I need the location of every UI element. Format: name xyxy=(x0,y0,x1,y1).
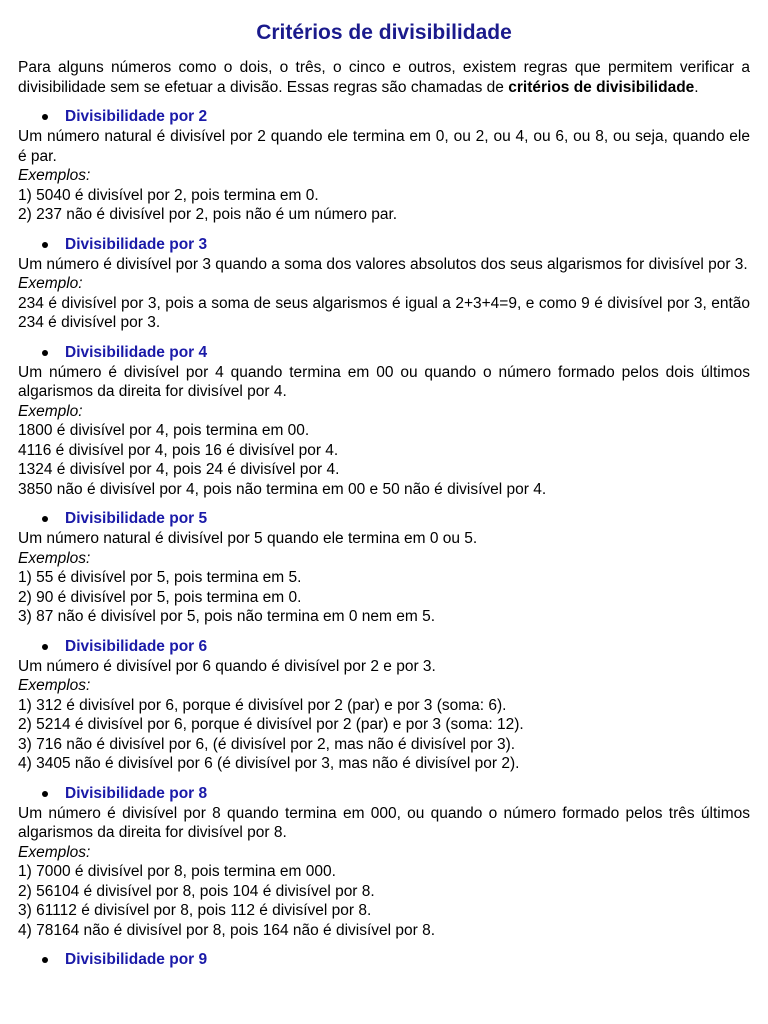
bullet-icon xyxy=(42,242,48,248)
example-line: 2) 5214 é divisível por 6, porque é divisível por 2 (par) e por 3 (soma: 12). xyxy=(18,716,524,733)
sections-container xyxy=(18,107,750,970)
section-4 xyxy=(18,509,750,627)
section-title-text: Divisibilidade por 8 xyxy=(65,784,208,802)
section-2 xyxy=(18,235,750,333)
examples-label: Exemplos: xyxy=(18,677,91,694)
section-description: Um número natural é divisível por 2 quando ele termina em 0, ou 2, ou 4, ou 6, ou 8, ou seja, quando ele é par. xyxy=(18,128,750,165)
example-line: 1) 5040 é divisível por 2, pois termina em 0. xyxy=(18,186,319,204)
section-title-text: Divisibilidade por 4 xyxy=(65,343,208,361)
section-description: Um número é divisível por 3 quando a soma dos valores absolutos dos seus algarismos for divisível por 3. xyxy=(18,255,748,273)
example-line: 3) 61112 é divisível por 8, pois 112 é divisível por 8. xyxy=(18,902,372,919)
intro-text-end: . xyxy=(694,78,699,96)
section-1 xyxy=(18,107,750,225)
section-3 xyxy=(18,343,750,500)
examples-label: Exemplos: xyxy=(18,167,91,184)
page-title: Critérios de divisibilidade xyxy=(256,21,512,44)
example-line: 1) 55 é divisível por 5, pois termina em 5. xyxy=(18,569,302,586)
section-description: Um número é divisível por 6 quando é divisível por 2 e por 3. xyxy=(18,657,436,675)
examples-label: Exemplo: xyxy=(18,402,83,420)
example-line: 1) 312 é divisível por 6, porque é divisível por 2 (par) e por 3 (soma: 6). xyxy=(18,696,507,714)
bullet-icon xyxy=(42,516,48,522)
section-title xyxy=(18,637,750,657)
example-line: 4) 78164 não é divisível por 8, pois 164 não é divisível por 8. xyxy=(18,921,436,939)
document-page xyxy=(18,0,750,970)
section-title xyxy=(18,784,750,804)
example-line: 2) 237 não é divisível por 2, pois não é um número par. xyxy=(18,206,398,223)
section-title xyxy=(18,235,750,255)
section-title-text: Divisibilidade por 6 xyxy=(65,637,208,655)
example-line: 1) 7000 é divisível por 8, pois termina em 000. xyxy=(18,863,336,880)
example-line: 4116 é divisível por 4, pois 16 é divisível por 4. xyxy=(18,441,339,459)
intro-text: Para alguns números como o dois, o três, o cinco e outros, existem regras que permitem verificar a divisibilidade sem se efetuar a divisão. Essas regras são chamadas de xyxy=(18,59,750,96)
section-title xyxy=(18,343,750,363)
examples-label: Exemplos: xyxy=(18,549,91,567)
example-line: 2) 90 é divisível por 5, pois termina em 0. xyxy=(18,588,302,606)
section-title xyxy=(18,509,750,529)
section-title xyxy=(18,950,750,970)
example-line: 1324 é divisível por 4, pois 24 é divisível por 4. xyxy=(18,461,340,478)
example-line: 4) 3405 não é divisível por 6 (é divisível por 3, mas não é divisível por 2). xyxy=(18,755,520,772)
section-title xyxy=(18,107,750,127)
section-title-text: Divisibilidade por 5 xyxy=(65,510,208,527)
bullet-icon xyxy=(42,957,48,963)
example-line: 3850 não é divisível por 4, pois não termina em 00 e 50 não é divisível por 4. xyxy=(18,480,547,498)
bullet-icon xyxy=(42,644,48,650)
section-7 xyxy=(18,950,750,970)
intro-bold-term: critérios de divisibilidade xyxy=(508,78,695,96)
section-description: Um número natural é divisível por 5 quando ele termina em 0 ou 5. xyxy=(18,530,478,547)
bullet-icon xyxy=(42,350,48,356)
section-title-text: Divisibilidade por 3 xyxy=(65,235,208,253)
examples-label: Exemplo: xyxy=(18,275,83,292)
section-5 xyxy=(18,637,750,774)
intro-paragraph xyxy=(18,58,750,97)
section-title-text: Divisibilidade por 2 xyxy=(65,108,208,125)
section-description: Um número é divisível por 4 quando termina em 00 ou quando o número formado pelos dois últimos algarismos da direita for divisível por 4. xyxy=(18,363,750,400)
bullet-icon xyxy=(42,791,48,797)
section-description: Um número é divisível por 8 quando termina em 000, ou quando o número formado pelos três últimos algarismos da direita for divisível por 8. xyxy=(18,804,750,841)
example-line: 2) 56104 é divisível por 8, pois 104 é divisível por 8. xyxy=(18,882,375,900)
example-line: 234 é divisível por 3, pois a soma de seus algarismos é igual a 2+3+4=9, e como 9 é divisível por 3, então 234 é divisível por 3. xyxy=(18,294,750,331)
example-line: 3) 716 não é divisível por 6, (é divisível por 2, mas não é divisível por 3). xyxy=(18,735,516,753)
section-title-text: Divisibilidade por 9 xyxy=(65,951,208,968)
bullet-icon xyxy=(42,114,48,120)
example-line: 3) 87 não é divisível por 5, pois não termina em 0 nem em 5. xyxy=(18,608,435,625)
section-6 xyxy=(18,784,750,941)
example-line: 1800 é divisível por 4, pois termina em 00. xyxy=(18,422,310,439)
examples-label: Exemplos: xyxy=(18,843,91,861)
